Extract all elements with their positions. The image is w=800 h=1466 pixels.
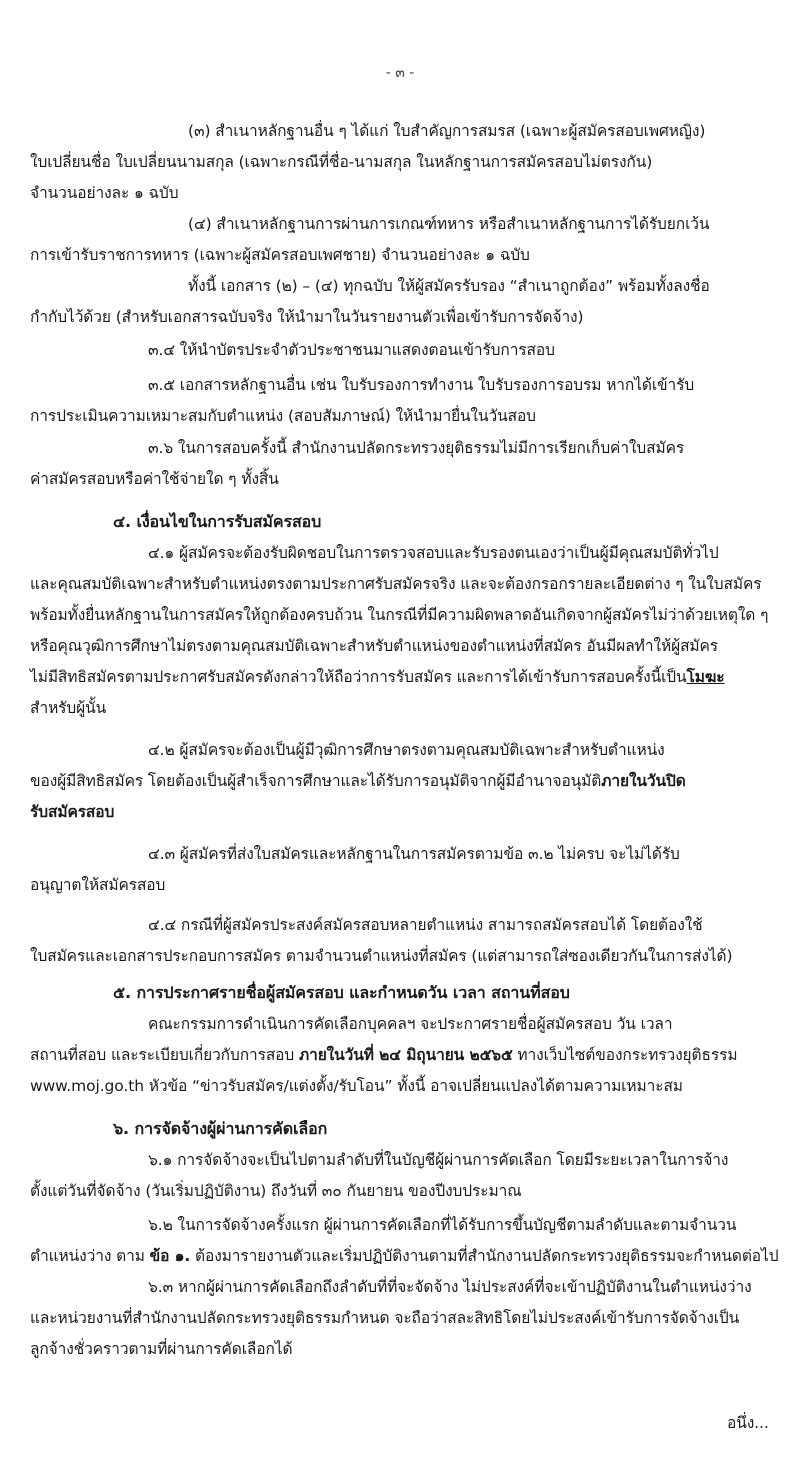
section-heading: ๕. การประกาศรายชื่อผู้สมัครสอบ และกำหนดวัน เวลา สถานที่สอบ bbox=[113, 983, 570, 1002]
text-line: www.moj.go.th หัวข้อ “ข่าวรับสมัคร/แต่งตั้ง/รับโอน” ทั้งนี้ อาจเปลี่ยนแปลงได้ตามความเหมาะสม bbox=[30, 1077, 683, 1095]
emphasis-text: ภายในวันปิด bbox=[601, 772, 686, 790]
text-line bbox=[30, 770, 686, 792]
emphasis-text: ภายในวันที่ ๒๔ มิถุนายน ๒๕๖๕ bbox=[298, 1046, 513, 1064]
text-line: ๖.๓ หากผู้ผ่านการคัดเลือกถึงลำดับที่ที่จะจัดจ้าง ไม่ประสงค์ที่จะเข้าปฏิบัติงานในตำแหน่งว่าง bbox=[148, 1278, 752, 1296]
text-span: ไม่มีสิทธิสมัครตามประกาศรับสมัครดังกล่าวให้ถือว่าการรับสมัคร และการได้เข้ารับการสอบครั้งนี้เป็น bbox=[30, 668, 687, 686]
text-line: การประเมินความเหมาะสมกับตำแหน่ง (สอบสัมภาษณ์) ให้นำมายื่นในวันสอบ bbox=[30, 407, 536, 425]
text-line bbox=[30, 666, 725, 688]
text-line: ๔.๔ กรณีที่ผู้สมัครประสงค์สมัครสอบหลายตำแหน่ง สามารถสมัครสอบได้ โดยต้องใช้ bbox=[148, 916, 703, 934]
text-line: กำกับไว้ด้วย (สำหรับเอกสารฉบับจริง ให้นำมาในวันรายงานตัวเพื่อเข้ารับการจัดจ้าง) bbox=[30, 308, 584, 326]
text-line: ๔.๒ ผู้สมัครจะต้องเป็นผู้มีวุฒิการศึกษาตรงตามคุณสมบัติเฉพาะสำหรับตำแหน่ง bbox=[148, 741, 665, 759]
text-line: ใบสมัครและเอกสารประกอบการสมัคร ตามจำนวนตำแหน่งที่สมัคร (แต่สามารถใส่ซองเดียวกันในการส่งได้) bbox=[30, 947, 733, 965]
text-span: ต้องมารายงานตัวและเริ่มปฏิบัติงานตามที่สำนักงานปลัดกระทรวงยุติธรรมจะกำหนดต่อไป bbox=[195, 1247, 779, 1265]
emphasis-text: โมฆะ bbox=[686, 668, 725, 686]
text-line: ๓.๕ เอกสารหลักฐานอื่น เช่น ใบรับรองการทำงาน ใบรับรองการอบรม หากได้เข้ารับ bbox=[148, 376, 695, 394]
text-line: และคุณสมบัติเฉพาะสำหรับตำแหน่งตรงตามประกาศรับสมัครจริง และจะต้องกรอกรายละเอียดต่าง ๆ ในใบสมัคร bbox=[30, 575, 762, 593]
text-line: สำหรับผู้นั้น bbox=[30, 699, 107, 717]
text-span: ของผู้มีสิทธิสมัคร โดยต้องเป็นผู้สำเร็จการศึกษาและได้รับการอนุมัติจากผู้มีอำนาจอนุมัติ bbox=[30, 772, 602, 790]
text-span: สถานที่สอบ และระเบียบเกี่ยวกับการสอบ bbox=[30, 1046, 295, 1064]
text-line: ๔.๑ ผู้สมัครจะต้องรับผิดชอบในการตรวจสอบและรับรองตนเองว่าเป็นผู้มีคุณสมบัติทั่วไป bbox=[148, 544, 719, 562]
text-line: การเข้ารับราชการทหาร (เฉพาะผู้สมัครสอบเพศชาย) จำนวนอย่างละ ๑ ฉบับ bbox=[30, 246, 530, 264]
emphasis-text: ข้อ ๑. bbox=[149, 1247, 191, 1265]
text-line: จำนวนอย่างละ ๑ ฉบับ bbox=[30, 184, 179, 202]
text-line: (๔) สำเนาหลักฐานการผ่านการเกณฑ์ทหาร หรือสำเนาหลักฐานการได้รับยกเว้น bbox=[188, 215, 710, 233]
text-line: ทั้งนี้ เอกสาร (๒) – (๔) ทุกฉบับ ให้ผู้สมัครรับรอง “สำเนาถูกต้อง” พร้อมทั้งลงชื่อ bbox=[188, 277, 710, 295]
text-line: พร้อมทั้งยื่นหลักฐานในการสมัครให้ถูกต้องครบถ้วน ในกรณีที่มีความผิดพลาดอันเกิดจากผู้สมัครไม่ว่าด้วยเหตุใด ๆ bbox=[30, 606, 769, 624]
text-line: ใบเปลี่ยนชื่อ ใบเปลี่ยนนามสกุล (เฉพาะกรณีที่ชื่อ-นามสกุล ในหลักฐานการสมัครสอบไม่ตรงกัน) bbox=[30, 153, 653, 171]
text-line: (๓) สำเนาหลักฐานอื่น ๆ ได้แก่ ใบสำคัญการสมรส (เฉพาะผู้สมัครสอบเพศหญิง) bbox=[188, 122, 706, 140]
continuation-text: อนึ่ง... bbox=[727, 1414, 769, 1432]
text-line: ๖.๒ ในการจัดจ้างครั้งแรก ผู้ผ่านการคัดเลือกที่ได้รับการขึ้นบัญชีตามลำดับและตามจำนวน bbox=[148, 1216, 737, 1234]
text-line: และหน่วยงานที่สำนักงานปลัดกระทรวงยุติธรรมกำหนด จะถือว่าสละสิทธิโดยไม่ประสงค์เข้ารับการจัดจ้างเป็น bbox=[30, 1309, 740, 1327]
page-number: - ๓ - bbox=[385, 65, 415, 81]
emphasis-text: รับสมัครสอบ bbox=[30, 803, 115, 821]
text-line bbox=[30, 1245, 778, 1267]
text-line: ค่าสมัครสอบหรือค่าใช้จ่ายใด ๆ ทั้งสิ้น bbox=[30, 470, 279, 488]
section-heading: ๖. การจัดจ้างผู้ผ่านการคัดเลือก bbox=[113, 1119, 328, 1138]
text-line: หรือคุณวุฒิการศึกษาไม่ตรงตามคุณสมบัติเฉพาะสำหรับตำแหน่งของตำแหน่งที่สมัคร อันมีผลทำให้ผู้สมัคร bbox=[30, 637, 719, 655]
text-span: ทางเว็บไซต์ของกระทรวงยุติธรรม bbox=[517, 1046, 738, 1064]
text-line: ตั้งแต่วันที่จัดจ้าง (วันเริ่มปฏิบัติงาน) ถึงวันที่ ๓๐ กันยายน ของปีงบประมาณ bbox=[30, 1182, 522, 1200]
text-line: ลูกจ้างชั่วคราวตามที่ผ่านการคัดเลือกได้ bbox=[30, 1340, 293, 1358]
text-line: คณะกรรมการดำเนินการคัดเลือกบุคคลฯ จะประกาศรายชื่อผู้สมัครสอบ วัน เวลา bbox=[148, 1015, 673, 1033]
text-line: ๔.๓ ผู้สมัครที่ส่งใบสมัครและหลักฐานในการสมัครตามข้อ ๓.๒ ไม่ครบ จะไม่ได้รับ bbox=[148, 845, 680, 863]
text-line bbox=[30, 1044, 737, 1066]
text-line: ๖.๑ การจัดจ้างจะเป็นไปตามลำดับที่ในบัญชีผู้ผ่านการคัดเลือก โดยมีระยะเวลาในการจ้าง bbox=[148, 1151, 729, 1169]
section-heading: ๔. เงื่อนไขในการรับสมัครสอบ bbox=[113, 512, 322, 531]
text-span: ตำแหน่งว่าง ตาม bbox=[30, 1247, 145, 1265]
text-line: อนุญาตให้สมัครสอบ bbox=[30, 876, 166, 894]
text-line: ๓.๔ ให้นำบัตรประจำตัวประชาชนมาแสดงตอนเข้ารับการสอบ bbox=[148, 341, 555, 359]
text-line: ๓.๖ ในการสอบครั้งนี้ สำนักงานปลัดกระทรวงยุติธรรมไม่มีการเรียกเก็บค่าใบสมัคร bbox=[148, 439, 685, 457]
